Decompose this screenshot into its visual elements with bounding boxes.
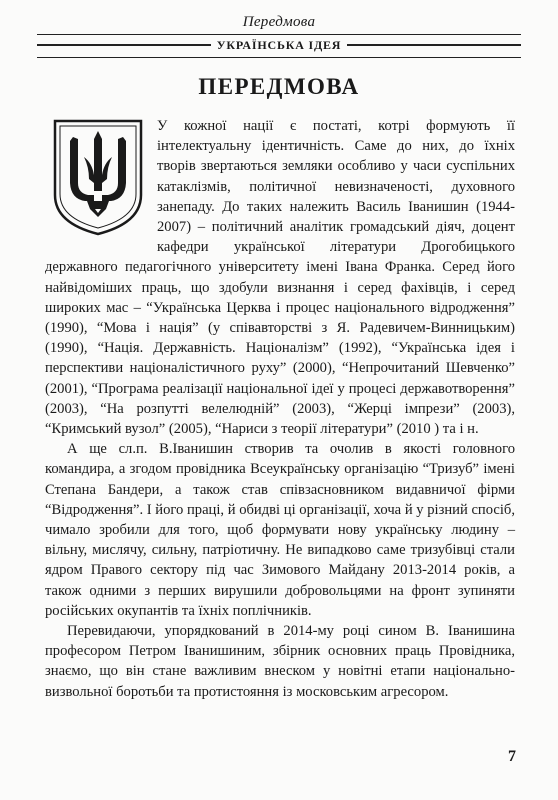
header-band-line-right — [347, 44, 521, 46]
paragraph: Перевидаючи, упорядкований в 2014-му році сином В. Іванишина професором Петром Іванишиним, збірник основних праць Провідника, знаємо, що він стане важливим внеском у новітні етапи національно-визвольної боротьби та протистояння із московським агресором. — [45, 623, 515, 700]
header-rule-bottom — [37, 57, 521, 58]
running-header-band — [37, 36, 521, 54]
page-title: ПЕРЕДМОВА — [198, 74, 360, 99]
preface-body — [45, 116, 515, 702]
paragraph: У кожної нації є постаті, котрі формують її інтелектуальну ідентичність. Саме до них, до їхніх творів звертаються земляки особливо у часи суспільних катаклізмів, політичної невизначеності, духовного занепаду. До таких належить Василь Іванишин (1944-2007) – політичний аналітик громадський діяч, доцент кафедри української літератури Дрогобицького державного педагогічного університету імені Івана Франка. Серед його найвідоміших праць, що здобули визнання і серед фахівців, і серед широких мас – “Українська Церква і процес національного відродження” (1990), “Мова і нація” (у співавторстві з Я. Радевичем-Винницьким) (1990), “Нація. Державність. Націоналізм” (1992), “Українська ідея і перспективи націоналістичного руху” (2000), “Непрочитаний Шевченко” (2001), “Програма реалізації національної ідеї у процесі державотворення” (2003), “На розпутті велелюдній” (2003), “Жерці імпрези” (2003), “Кримський вузол” (2005), “Нариси з теорії літератури” (2010 ) та і н. — [45, 118, 515, 438]
header-band-line-left — [37, 44, 211, 46]
paragraph: А ще сл.п. В.Іванишин створив та очолив в якості головного командира, а згодом провідника Всеукраїнську організацію “Тризуб” імені Степана Бандери, а також став співзасновником видавничої фірми “Відродження”. І його праці, й обидві ці організації, хоча й у різний спосіб, чимало зробили для того, щоб формувати нову українську людину – вільну, мислячу, сильну, патріотичну. Не випадково саме тризубівці стали ядром Правого сектору під час Зимового Майдану 2013-2014 років, а також одними з перших вирушили добровольцями на фронт зупиняти російських окупантів та їхніх поплічників. — [45, 441, 515, 619]
header-rule-top — [37, 34, 521, 35]
emblem-float-spacer — [45, 116, 157, 238]
running-header-section: Передмова — [242, 14, 316, 30]
page-number: 7 — [508, 748, 516, 765]
running-header-book-title: УКРАЇНСЬКА ІДЕЯ — [216, 37, 342, 52]
